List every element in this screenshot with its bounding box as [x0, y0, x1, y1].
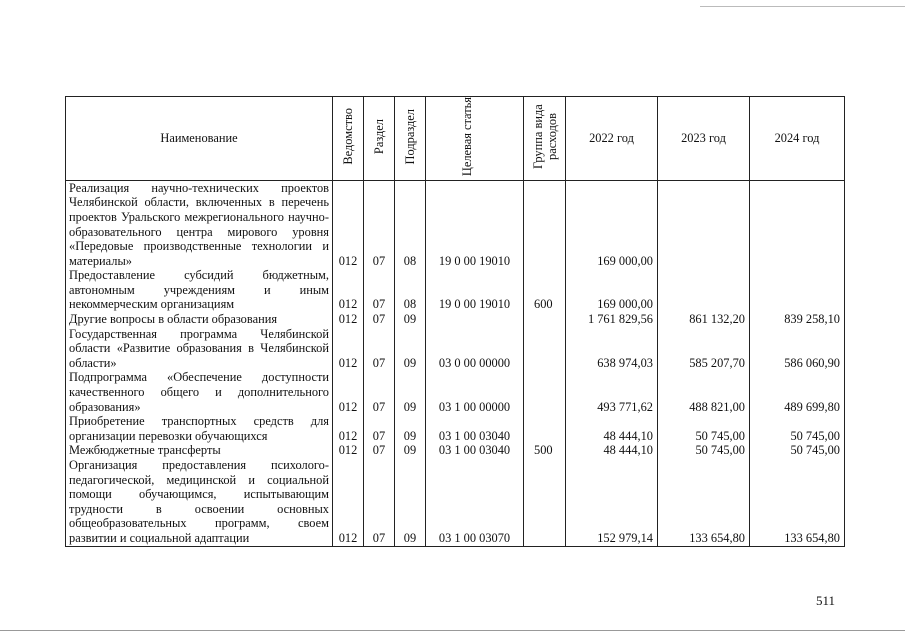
table-row	[66, 268, 845, 312]
row-2023	[658, 180, 750, 268]
table-row	[66, 312, 845, 327]
header-razdel: Раздел	[364, 97, 395, 181]
row-2022: 638 974,03	[566, 327, 658, 371]
row-vr	[524, 312, 566, 327]
row-2024: 489 699,80	[750, 370, 845, 414]
row-razdel: 07	[364, 268, 395, 312]
row-vr	[524, 414, 566, 443]
row-podrazdel: 09	[395, 414, 426, 443]
budget-table	[65, 96, 845, 547]
table-row	[66, 414, 845, 443]
row-2022: 48 444,10	[566, 414, 658, 443]
header-2023: 2023 год	[658, 97, 750, 181]
row-vr	[524, 458, 566, 546]
row-2023: 861 132,20	[658, 312, 750, 327]
row-podrazdel: 09	[395, 458, 426, 546]
row-ved: 012	[333, 180, 364, 268]
row-2023: 488 821,00	[658, 370, 750, 414]
row-name: Другие вопросы в области образования	[66, 312, 333, 327]
row-name: Государственная программа Челябинской области «Развитие образования в Челябинской области»	[66, 327, 333, 371]
row-2022: 169 000,00	[566, 180, 658, 268]
row-podrazdel: 09	[395, 370, 426, 414]
row-podrazdel: 08	[395, 268, 426, 312]
header-podrazdel: Подраздел	[395, 97, 426, 181]
row-2024: 50 745,00	[750, 414, 845, 443]
row-vr: 600	[524, 268, 566, 312]
header-2022: 2022 год	[566, 97, 658, 181]
row-2024: 50 745,00	[750, 443, 845, 458]
row-ved: 012	[333, 312, 364, 327]
row-2023: 50 745,00	[658, 414, 750, 443]
header-name: Наименование	[66, 97, 333, 181]
row-vr	[524, 180, 566, 268]
row-celevaya: 03 1 00 00000	[426, 370, 524, 414]
page-number: 511	[815, 593, 835, 608]
row-celevaya: 19 0 00 19010	[426, 180, 524, 268]
row-celevaya: 19 0 00 19010	[426, 268, 524, 312]
row-razdel: 07	[364, 370, 395, 414]
row-ved: 012	[333, 370, 364, 414]
row-2022: 169 000,00	[566, 268, 658, 312]
row-celevaya: 03 1 00 03040	[426, 443, 524, 458]
row-2024: 133 654,80	[750, 458, 845, 546]
row-2024	[750, 180, 845, 268]
row-2023: 133 654,80	[658, 458, 750, 546]
row-name: Межбюджетные трансферты	[66, 443, 333, 458]
row-razdel: 07	[364, 312, 395, 327]
row-2024	[750, 268, 845, 312]
row-2023: 50 745,00	[658, 443, 750, 458]
row-vr	[524, 327, 566, 371]
row-2024: 586 060,90	[750, 327, 845, 371]
row-razdel: 07	[364, 327, 395, 371]
header-celevaya-statya: Целевая статья	[426, 97, 524, 181]
row-ved: 012	[333, 458, 364, 546]
row-podrazdel: 09	[395, 327, 426, 371]
row-2023	[658, 268, 750, 312]
row-ved: 012	[333, 268, 364, 312]
row-2022: 152 979,14	[566, 458, 658, 546]
table-row	[66, 180, 845, 268]
row-vr: 500	[524, 443, 566, 458]
table-row	[66, 370, 845, 414]
row-name: Реализация научно-технических проектов Челябинской области, включенных в перечень проектов Уральского межрегионального научно-образовательного центра мирового уровня «Передовые производственные технологии и материалы»	[66, 180, 333, 268]
row-name: Приобретение транспортных средств для организации перевозки обучающихся	[66, 414, 333, 443]
row-2022: 493 771,62	[566, 370, 658, 414]
row-ved: 012	[333, 443, 364, 458]
row-razdel: 07	[364, 443, 395, 458]
row-2024: 839 258,10	[750, 312, 845, 327]
table-row	[66, 443, 845, 458]
row-celevaya	[426, 312, 524, 327]
row-ved: 012	[333, 414, 364, 443]
row-razdel: 07	[364, 458, 395, 546]
row-celevaya: 03 0 00 00000	[426, 327, 524, 371]
table-header-row	[66, 97, 845, 181]
row-2023: 585 207,70	[658, 327, 750, 371]
row-name: Организация предоставления психолого-педагогической, медицинской и социальной помощи обучающимся, испытывающим трудности в освоении основных общеобразовательных программ, своем развитии и социальной адаптации	[66, 458, 333, 546]
row-podrazdel: 09	[395, 312, 426, 327]
header-vedomstvo: Ведомство	[333, 97, 364, 181]
header-2024: 2024 год	[750, 97, 845, 181]
scan-bottom-line	[0, 630, 905, 631]
row-2022: 1 761 829,56	[566, 312, 658, 327]
row-2022: 48 444,10	[566, 443, 658, 458]
row-name: Предоставление субсидий бюджетным, автономным учреждениям и иным некоммерческим организациям	[66, 268, 333, 312]
row-razdel: 07	[364, 180, 395, 268]
row-celevaya: 03 1 00 03070	[426, 458, 524, 546]
row-celevaya: 03 1 00 03040	[426, 414, 524, 443]
row-podrazdel: 08	[395, 180, 426, 268]
table-row	[66, 458, 845, 546]
table-row	[66, 327, 845, 371]
header-gruppa-vida-rashodov: Группа вида расходов	[524, 97, 566, 181]
row-razdel: 07	[364, 414, 395, 443]
row-podrazdel: 09	[395, 443, 426, 458]
row-name: Подпрограмма «Обеспечение доступности качественного общего и дополнительного образования»	[66, 370, 333, 414]
row-vr	[524, 370, 566, 414]
row-ved: 012	[333, 327, 364, 371]
scan-edge-line	[700, 6, 905, 7]
